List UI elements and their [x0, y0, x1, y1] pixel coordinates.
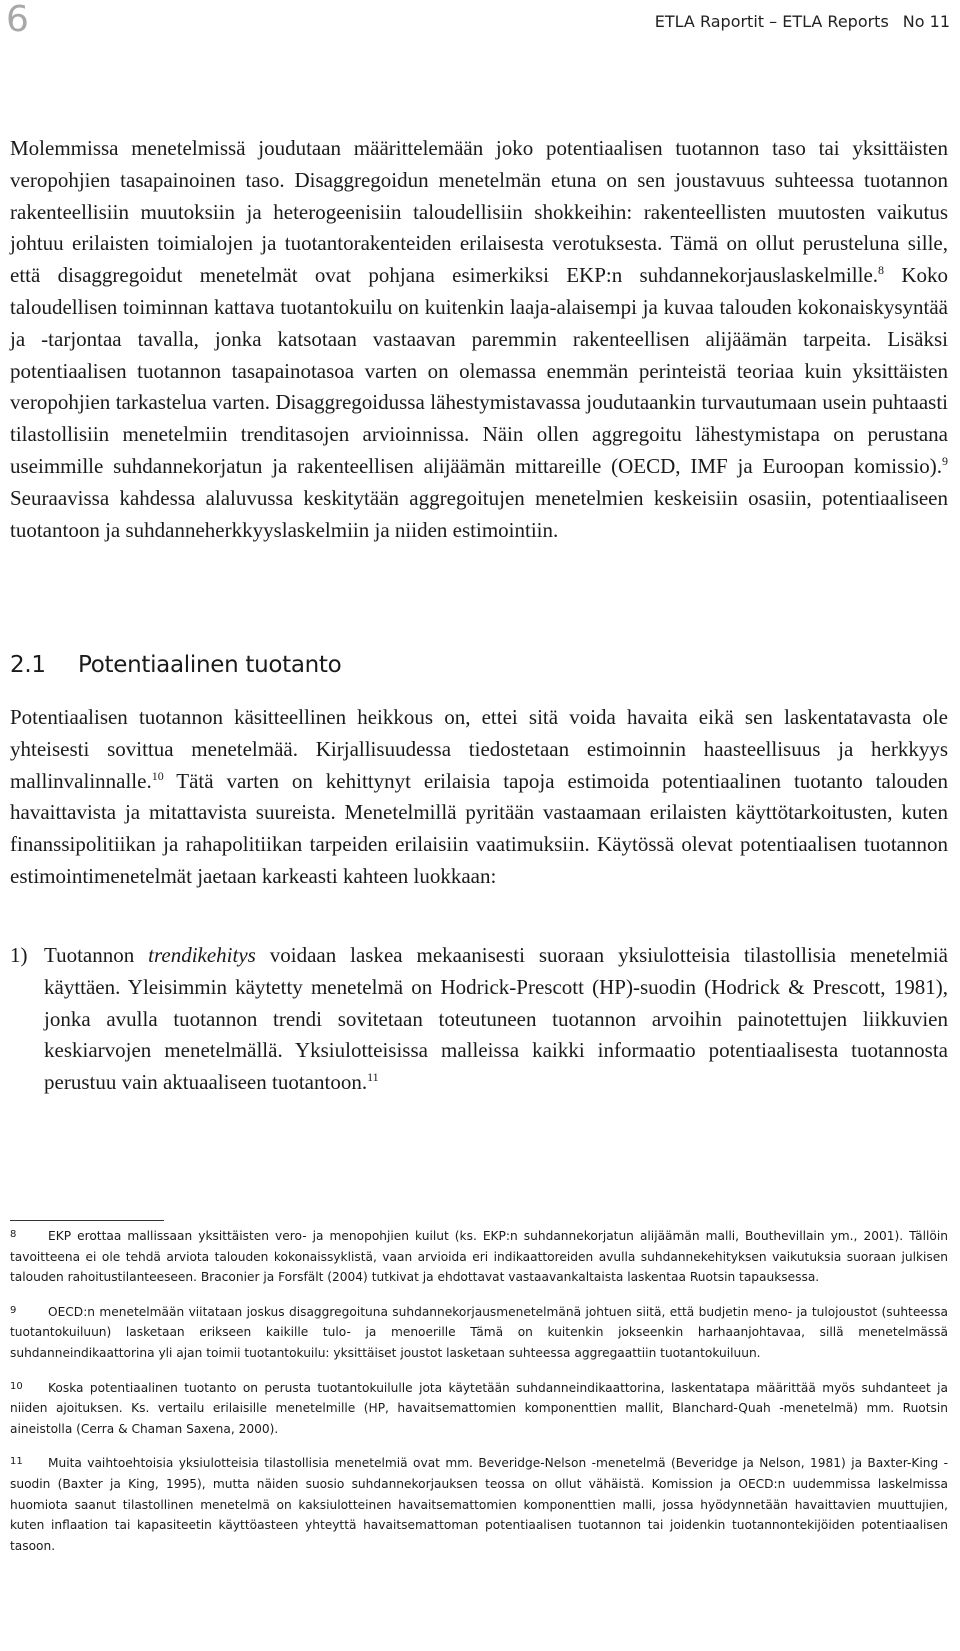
footnote-text: OECD:n menetelmään viitataan joskus disaggregoituna suhdannekorjausmenetelmänä johtuen siitä, että budjetin meno- ja tulojoustot (suhteessa tuotantokuiluun) lasketaan erikseen kaikille tulo- ja menoerille Tämä on kuitenkin jokseenkin harhaanjohtavaa, sillä menetelmässä suhdanneindikaattorina yli ajan toimii tuotantokuilu: yksittäiset joustot lasketaan suhteessa aggregaattiin tuotantokuiluun. — [10, 1304, 948, 1360]
list-item-1-text — [44, 940, 948, 1099]
paragraph-1-text-c: Seuraavissa kahdessa alaluvussa keskitytään aggregoitujen menetelmien keskeisiin osasiin, potentiaaliseen tuotantoon ja suhdanneherkkyyslaskelmiin ja niiden estimointiin. — [10, 485, 948, 542]
issue-number: No 11 — [902, 12, 950, 31]
footnote-text: Muita vaihtoehtoisia yksiulotteisia tilastollisia menetelmiä ovat mm. Beveridge-Nelson -menetelmä (Beveridge ja Nelson, 1981) ja Baxter-King -suodin (Baxter ja King, 1995), mutta näiden suosio suhdannekorjauksen teossa on ollut vähäistä. Komission ja OECD:n uudemmissa laskelmissa huomiota saanut tilastollinen menetelmä on kaksiulotteinen havaitsemattomien komponenttien malli, jossa hyödynnetään havaittavien muuttujien, kuten inflaation tai kapasiteetin käyttöasteen yhteyttä havaitsemattoman potentiaalisen tuotannon tai joidenkin tuotannontekijöiden potentiaalisen tasoon. — [10, 1456, 948, 1553]
page-number: 6 — [6, 0, 29, 40]
section-title: Potentiaalinen tuotanto — [78, 652, 342, 678]
section-paragraph-block — [10, 702, 948, 893]
paragraph-2-text-b: Tätä varten on kehittynyt erilaisia tapoja estimoida potentiaalinen tuotanto talouden havaittavista ja mitattavista suureista. Menetelmillä pyritään vastaamaan erilaisten käyttötarkoitusten, kuten finanssipolitiikan ja rahapolitiikan tarpeiden erilaisiin vaatimuksiin. Käytössä olevat potentiaalisen tuotannon estimointimenetelmät jaetaan karkeasti kahteen luokkaan: — [10, 768, 948, 888]
footnote-divider — [10, 1220, 164, 1221]
footnote-text: Koska potentiaalinen tuotanto on perusta tuotantokuilulle jota käytetään suhdanneindikaattorina, laskentatapa määrittää myös suhdanteet ja niiden ajoituksen. Ks. vertailu erilaisille menetelmille (HP, havaitsemattomien komponenttien mallit, Blanchard-Quah -menetelmä) mm. Ruotsin aineistolla (Cerra & Chaman Saxena, 2000). — [10, 1380, 948, 1436]
list-item-1 — [10, 940, 948, 1099]
paragraph-2-text-a: Potentiaalisen tuotannon käsitteellinen heikkous on, ettei sitä voida havaita eikä sen laskentatavasta ole yhteisesti sovittua menetelmää. Kirjallisuudessa tiedostetaan estimoinnin haasteellisuus ja herkkyys mallinvalinnalle. — [10, 705, 948, 793]
footnote-ref-9[interactable]: 9 — [942, 453, 948, 468]
footnote-9: 9 OECD:n menetelmään viitataan joskus disaggregoituna suhdannekorjausmenetelmänä johtuen siitä, että budjetin meno- ja tulojoustot (suhteessa tuotantokuiluun) lasketaan erikseen kaikille tulo- ja menoerille Tämä on kuitenkin jokseenkin harhaanjohtavaa, sillä menetelmässä suhdanneindikaattorina yli ajan toimii tuotantokuilu: yksittäiset joustot lasketaan suhteessa aggregaattiin tuotantokuiluun. — [10, 1304, 948, 1360]
paragraph-1-text-b: Koko taloudellisen toiminnan kattava tuotantokuilu on kuitenkin laaja-alaisempi ja kuvaa talouden kokonaiskysyntää ja -tarjontaa tavalla, jonka katsotaan vastaavan paremmin rakenteellisen alijäämän tarpeita. Lisäksi potentiaalisen tuotannon tasapainotasoa varten on olemassa enemmän perinteistä teoriaa kuin yksittäisten veropohjien tarkastelua varten. Disaggregoidussa lähestymistavassa joudutaankin turvautumaan usein puhtaasti tilastollisiin menetelmiin trenditasojen arvioinnissa. Näin ollen aggregoitu lähestymistapa on perustana useimmille suhdannekorjatun ja rakenteellisen alijäämän mittareille (OECD, IMF ja Euroopan komissio). — [10, 263, 948, 478]
footnote-8: 8 EKP erottaa mallissaan yksittäisten vero- ja menopohjien kuilut (ks. EKP:n suhdannekorjatun alijäämän malli, Bouthevillain ym., 2001). Tällöin tavoitteena ei ole tehdä arviota talouden kokonaissyklistä, vaan arvioida eri indikaattoreiden avulla suhdannekehityksen vaikutuksia suoraan julkisen talouden rahoitustilanteeseen. Braconier ja Forsfält (2004) tutkivat ja ehdottavat vastaavankaltaista laskentaa Ruotsin tapauksessa. — [10, 1229, 948, 1285]
section-number: 2.1 — [10, 652, 46, 678]
footnote-11: 11 Muita vaihtoehtoisia yksiulotteisia tilastollisia menetelmiä ovat mm. Beveridge-Nelson -menetelmä (Beveridge ja Nelson, 1981) ja Baxter-King -suodin (Baxter ja King, 1995), mutta näiden suosio suhdannekorjauksen teossa on ollut vähäistä. Komission ja OECD:n uudemmissa laskelmissa huomiota saanut tilastollinen menetelmä on kaksiulotteinen havaitsemattomien komponenttien malli, jossa hyödynnetään havaittavien muuttujien, kuten inflaation tai kapasiteetin käyttöasteen yhteyttä havaitsemattoman potentiaalisen tuotannon tai joidenkin tuotannontekijöiden potentiaalisen tasoon. — [10, 1456, 948, 1553]
footnote-ref-11[interactable]: 11 — [367, 1070, 379, 1085]
body-paragraph-1 — [10, 133, 948, 546]
list-item-1-emphasis: trendikehitys — [148, 943, 256, 967]
publication-title: ETLA Raportit – ETLA Reports — [654, 12, 889, 31]
footnote-10: 10 Koska potentiaalinen tuotanto on perusta tuotantokuilulle jota käytetään suhdanneindikaattorina, laskentatapa määrittää myös suhdanteet ja niiden ajoituksen. Ks. vertailu erilaisille menetelmille (HP, havaitsemattomien komponenttien mallit, Blanchard-Quah -menetelmä) mm. Ruotsin aineistolla (Cerra & Chaman Saxena, 2000). — [10, 1380, 948, 1436]
running-header — [655, 12, 950, 31]
paragraph-1-text-a: Molemmissa menetelmissä joudutaan määrittelemään joko potentiaalisen tuotannon taso tai yksittäisten veropohjien tasapainoinen taso. Disaggregoidun menetelmän etuna on sen joustavuus suhteessa tuotannon rakenteellisiin muutoksiin ja heterogeenisiin taloudellisiin shokkeihin: rakenteellisten muutosten vaikutus johtuu erilaisten toimialojen ja tuotantorakenteiden erilaisesta verotuksesta. Tämä on ollut perusteluna sille, että disaggregoidut menetelmät ovat pohjana esimerkiksi EKP:n suhdannekorjauslaskelmille. — [10, 136, 948, 288]
footnote-ref-10[interactable]: 10 — [151, 768, 164, 783]
footnote-ref-8[interactable]: 8 — [878, 263, 885, 278]
intro-paragraph-block — [10, 133, 948, 546]
body-paragraph-2 — [10, 702, 948, 893]
footnotes — [10, 1226, 948, 1570]
list-item-1-text-b: voidaan laskea mekaanisesti suoraan yksiulotteisia tilastollisia menetelmiä käyttäen. Yleisimmin käytetty menetelmä on Hodrick-Prescott (HP)-suodin (Hodrick & Prescott, 1981), jonka avulla tuotannon trendi sovitetaan toteutuneen tuotannon arvoihin painotettujen liikkuvien keskiarvojen menetelmällä. Yksiulotteisissa malleissa kaikki informaatio potentiaalisesta tuotannosta perustuu vain aktuaaliseen tuotantoon. — [44, 943, 948, 1095]
list-marker: 1) — [10, 943, 28, 967]
list-item-1-text-a: Tuotannon — [44, 943, 149, 967]
section-heading — [10, 652, 341, 678]
footnote-text: EKP erottaa mallissaan yksittäisten vero- ja menopohjien kuilut (ks. EKP:n suhdannekorjatun alijäämän malli, Bouthevillain ym., 2001). Tällöin tavoitteena ei ole tehdä arviota talouden kokonaissyklistä, vaan arvioida eri indikaattoreiden avulla suhdannekehityksen vaikutuksia suoraan julkisen talouden rahoitustilanteeseen. Braconier ja Forsfält (2004) tutkivat ja ehdottavat vastaavankaltaista laskentaa Ruotsin tapauksessa. — [10, 1229, 948, 1285]
